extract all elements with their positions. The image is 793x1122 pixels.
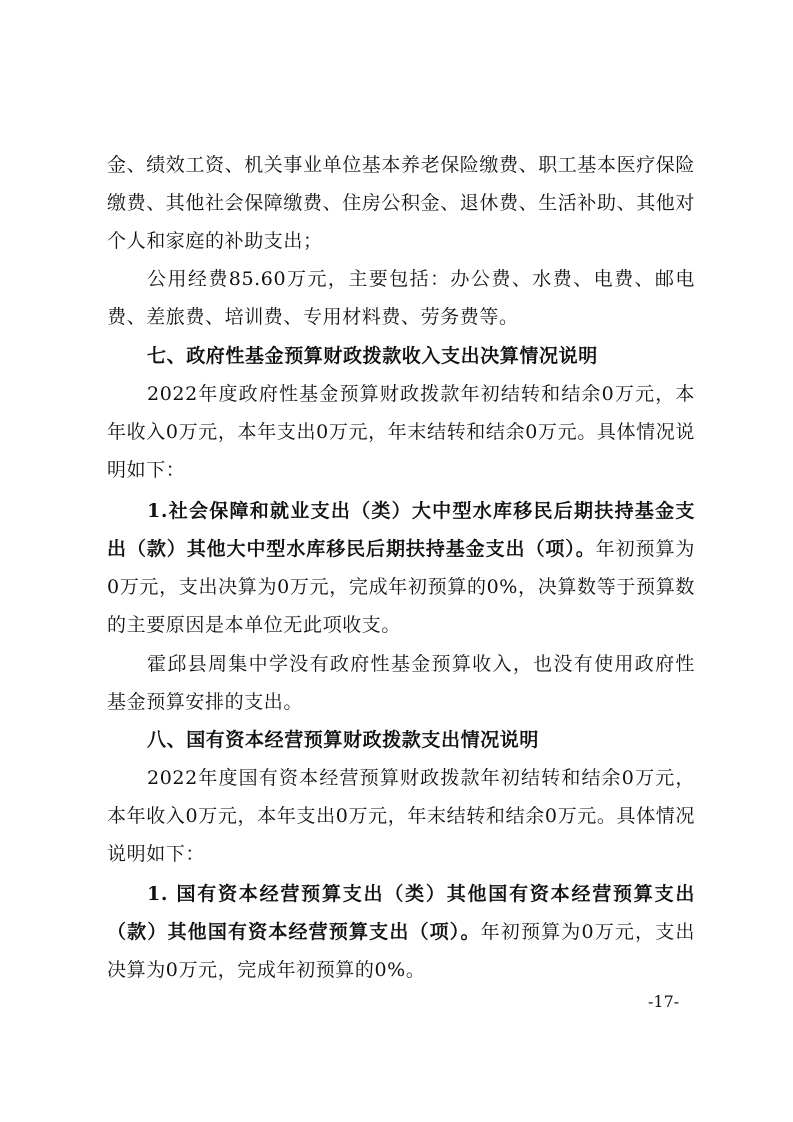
page-number: -17-: [648, 992, 680, 1011]
state-capital-item-title: 1. 国有资本经营预算支出（类）其他国有资本经营预算支出（款）其他国有资本经营预算支出（项）。: [107, 883, 695, 943]
gov-fund-item-detail: 年初预算为0万元，支出决算为0万元，完成年初预算的0%，决算数等于预算数的主要原因是本单位无此项收支。: [107, 538, 695, 636]
paragraph-gov-fund-note: 霍邱县周集中学没有政府性基金预算收入，也没有使用政府性基金预算安排的支出。: [107, 653, 695, 713]
section-heading-7: 七、政府性基金预算财政拨款收入支出决算情况说明: [147, 345, 598, 367]
gov-fund-item-title: 1.社会保障和就业支出（类）大中型水库移民后期扶持基金支出（款）其他大中型水库移民后期扶持基金支出（项）。: [107, 500, 695, 560]
paragraph-public-expenses: 公用经费85.60万元，主要包括：办公费、水费、电费、邮电费、差旅费、培训费、专用材料费、劳务费等。: [107, 268, 695, 328]
paragraph-gov-fund-item: [107, 492, 695, 644]
paragraph-personnel-expenses: 金、绩效工资、机关事业单位基本养老保险缴费、职工基本医疗保险缴费、其他社会保障缴费、住房公积金、退休费、生活补助、其他对个人和家庭的补助支出；: [107, 154, 696, 252]
paragraph-state-capital-item: [107, 875, 695, 989]
state-capital-item-detail: 年初预算为0万元，支出决算为0万元，完成年初预算的0%。: [107, 921, 695, 981]
section-heading-8: 八、国有资本经营预算财政拨款支出情况说明: [147, 729, 540, 751]
paragraph-gov-fund-summary: 2022年度政府性基金预算财政拨款年初结转和结余0万元，本年收入0万元，本年支出0万元，年末结转和结余0万元。具体情况说明如下：: [107, 383, 695, 481]
paragraph-state-capital-summary: 2022年度国有资本经营预算财政拨款年初结转和结余0万元，本年收入0万元，本年支出0万元，年末结转和结余0万元。具体情况说明如下：: [107, 767, 695, 865]
